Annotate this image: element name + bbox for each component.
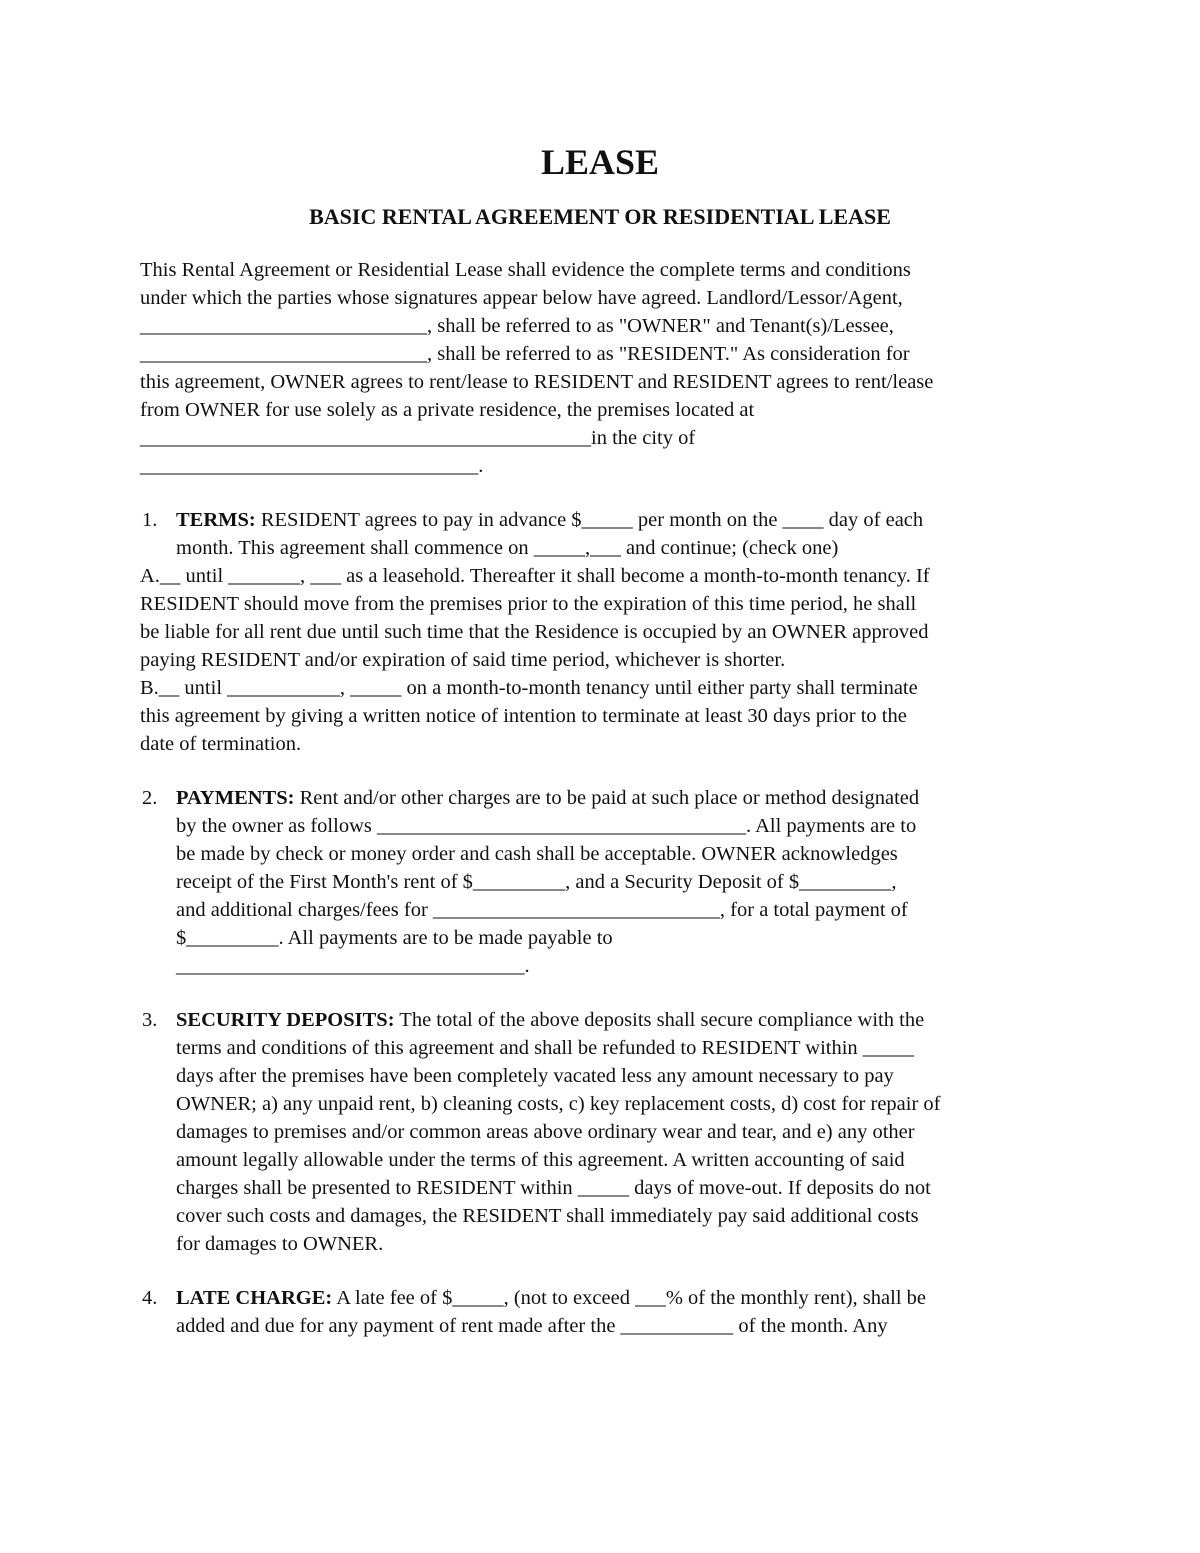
section-text: RESIDENT agrees to pay in advance $_____ per month on the ____ day of each — [255, 509, 924, 531]
section-number: 4. — [142, 1287, 158, 1309]
section-line: month. This agreement shall commence on _____,___ and continue; (check one) — [176, 537, 839, 559]
section-line: added and due for any payment of rent made after the ___________ of the month. Any — [176, 1315, 888, 1337]
section-line: date of termination. — [140, 733, 302, 755]
section-first-line — [176, 784, 919, 812]
intro-line: from OWNER for use solely as a private residence, the premises located at — [140, 399, 755, 421]
section-line: paying RESIDENT and/or expiration of said time period, whichever is shorter. — [140, 649, 786, 671]
page-subtitle: BASIC RENTAL AGREEMENT OR RESIDENTIAL LEASE — [309, 204, 891, 229]
section-line: this agreement by giving a written notice of intention to terminate at least 30 days prior to the — [140, 705, 907, 727]
intro-line: ____________________________, shall be referred to as "RESIDENT." As consideration for — [140, 343, 910, 365]
section-line: $_________. All payments are to be made payable to — [176, 927, 613, 949]
intro-line: under which the parties whose signatures appear below have agreed. Landlord/Lessor/Agent, — [140, 287, 903, 309]
section-heading: LATE CHARGE: — [176, 1287, 333, 1309]
section-number: 3. — [142, 1009, 158, 1031]
section-line: OWNER; a) any unpaid rent, b) cleaning costs, c) key replacement costs, d) cost for repair of — [176, 1093, 941, 1115]
section-line: B.__ until ___________, _____ on a month-to-month tenancy until either party shall terminate — [140, 677, 918, 699]
section-line: RESIDENT should move from the premises prior to the expiration of this time period, he shall — [140, 593, 917, 615]
section-line: and additional charges/fees for ____________________________, for a total payment of — [176, 899, 908, 921]
section-number: 2. — [142, 787, 158, 809]
page-title: LEASE — [540, 142, 660, 182]
section-first-line — [176, 1006, 924, 1034]
section-number: 1. — [142, 509, 158, 531]
section-first-line — [176, 1284, 926, 1312]
section-text: A late fee of $_____, (not to exceed ___% of the monthly rent), shall be — [332, 1287, 927, 1309]
section-line: days after the premises have been completely vacated less any amount necessary to pay — [176, 1065, 894, 1087]
section-heading: PAYMENTS: — [176, 787, 295, 809]
section-first-line — [176, 506, 923, 534]
section-line: __________________________________. — [176, 955, 530, 977]
section-line: charges shall be presented to RESIDENT within _____ days of move-out. If deposits do not — [176, 1177, 931, 1199]
section-text: The total of the above deposits shall secure compliance with the — [394, 1009, 925, 1031]
intro-line: this agreement, OWNER agrees to rent/lease to RESIDENT and RESIDENT agrees to rent/lease — [140, 371, 934, 393]
section-line: be made by check or money order and cash shall be acceptable. OWNER acknowledges — [176, 843, 898, 865]
section-line: by the owner as follows ____________________________________. All payments are to — [176, 815, 917, 837]
intro-line: ____________________________, shall be referred to as "OWNER" and Tenant(s)/Lessee, — [140, 315, 894, 337]
intro-line: ____________________________________________in the city of — [140, 427, 696, 449]
section-heading: SECURITY DEPOSITS: — [176, 1009, 395, 1031]
intro-line: This Rental Agreement or Residential Lease shall evidence the complete terms and conditions — [140, 259, 911, 281]
section-line: for damages to OWNER. — [176, 1233, 384, 1255]
section-line: terms and conditions of this agreement and shall be refunded to RESIDENT within _____ — [176, 1037, 915, 1059]
section-line: cover such costs and damages, the RESIDENT shall immediately pay said additional costs — [176, 1205, 919, 1227]
section-line: receipt of the First Month's rent of $_________, and a Security Deposit of $_________, — [176, 871, 897, 893]
section-text: Rent and/or other charges are to be paid at such place or method designated — [294, 787, 920, 809]
section-line: amount legally allowable under the terms of this agreement. A written accounting of said — [176, 1149, 905, 1171]
section-line: be liable for all rent due until such time that the Residence is occupied by an OWNER approved — [140, 621, 929, 643]
section-heading: TERMS: — [176, 509, 256, 531]
intro-line: _________________________________. — [140, 455, 484, 477]
section-line: A.__ until _______, ___ as a leasehold. Thereafter it shall become a month-to-month tenancy. If — [140, 565, 930, 587]
section-line: damages to premises and/or common areas above ordinary wear and tear, and e) any other — [176, 1121, 915, 1143]
